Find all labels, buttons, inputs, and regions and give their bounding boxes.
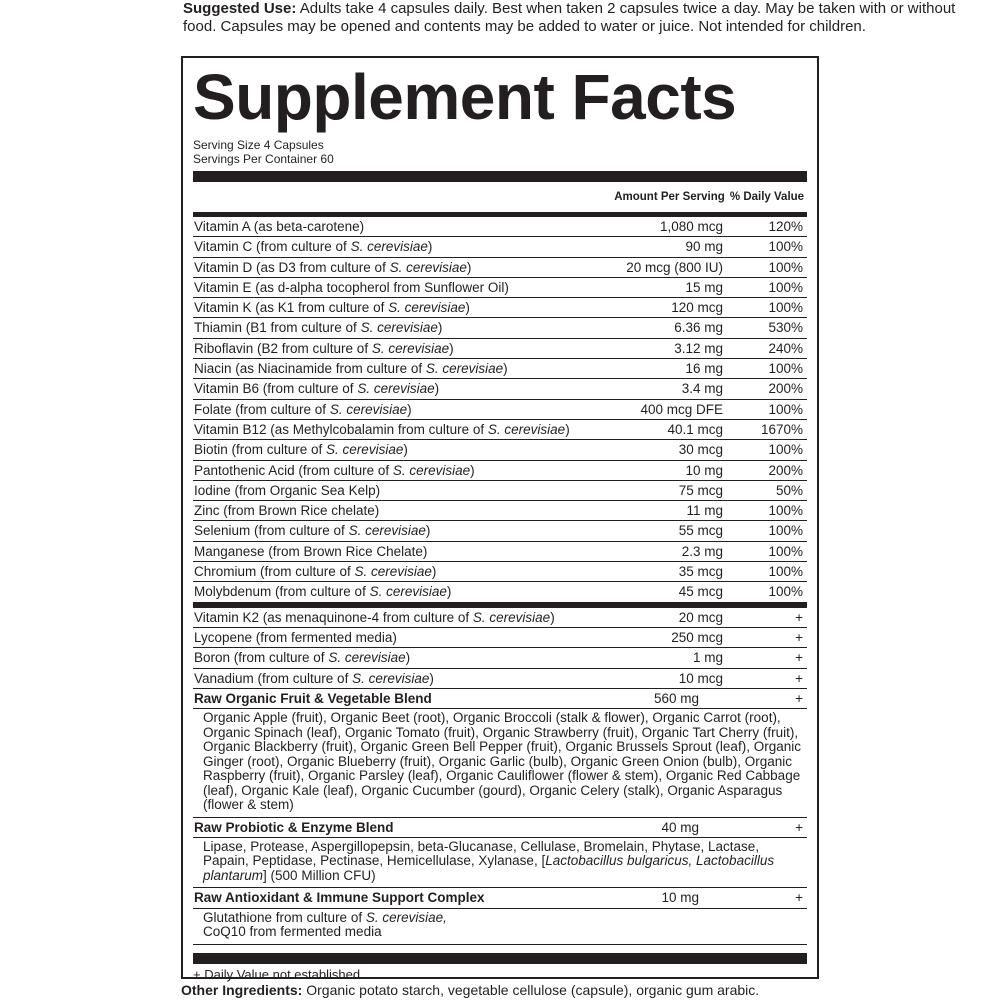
nutrient-amount: 400 mcg DFE xyxy=(640,401,723,417)
nutrient-name-text: Vitamin A (as beta-carotene) xyxy=(194,219,365,234)
nutrient-name-tail: ) xyxy=(403,442,408,458)
nutrient-name xyxy=(193,461,601,480)
nutrient-amount: 20 mcg xyxy=(678,609,723,625)
nutrient-name-tail: ) xyxy=(405,650,411,666)
nutrient-amount: 2.3 mg xyxy=(681,543,723,559)
blend-ingredients xyxy=(193,838,807,889)
nutrient-daily-value: 100% xyxy=(768,361,803,377)
nutrient-amount: 75 mcg xyxy=(678,482,723,498)
nutrient-name-tail: ) xyxy=(446,584,452,600)
nutrient-name-tail: ) xyxy=(466,259,472,275)
nutrient-amount: 10 mcg xyxy=(678,670,723,686)
nutrient-name-text: Selenium (from culture of xyxy=(194,523,349,539)
nutrient-daily-value: 200% xyxy=(768,462,803,478)
nutrient-daily-value: 100% xyxy=(768,442,803,458)
serving-size: Serving Size 4 Capsules xyxy=(193,138,324,152)
nutrient-name-text: Vitamin K (as K1 from culture of xyxy=(194,300,389,316)
blend-row xyxy=(193,888,807,908)
nutrient-name-text: Vitamin K2 (as menaquinone-4 from culture of xyxy=(194,609,473,625)
nutrient-name-tail: ) xyxy=(465,300,470,316)
nutrient-name xyxy=(193,608,601,627)
thick-divider xyxy=(193,171,807,182)
footnote: + Daily Value not established. xyxy=(193,966,364,982)
nutrient-name-tail: ) xyxy=(429,670,434,686)
nutrient-name xyxy=(193,542,601,561)
nutrient-species: S. cerevisiae xyxy=(352,670,430,686)
nutrient-name-text: Molybdenum (from culture of xyxy=(194,584,370,600)
blend-ingredient-text: Organic Apple (fruit), Organic Beet (root), Organic Broccoli (stalk & flower), Organic Carrot (root), Organic Spinach (leaf), Organic Tomato (fruit), Organic Strawberry (fruit), Organic Tart Cherry (fruit), Organic Blackberry (fruit), Organic Green Bell Pepper (fruit), Organic Brussels Sprout (leaf), Organic Ginger (root), Organic Blueberry (fruit), Organic Garlic (bulb), Organic Green Onion (bulb), Organic Raspberry (fruit), Organic Parsley (leaf), Organic Cauliflower (flower & stem), Organic Red Cabbage (leaf), Organic Kale (leaf), Organic Cucumber (gourd), Organic Celery (stalk), Organic Asparagus (flower & stem) xyxy=(203,710,801,813)
other-ingredients-label: Other Ingredients: xyxy=(181,982,303,998)
nutrient-name-text: Vanadium (from culture of xyxy=(194,670,353,686)
nutrient-daily-value: 50% xyxy=(775,482,803,498)
nutrient-name-text: Biotin (from culture of xyxy=(194,442,327,458)
blend-ingredient-text: CoQ10 from fermented media xyxy=(203,924,382,940)
nutrient-daily-value: 100% xyxy=(768,523,803,539)
nutrient-species: S. cerevisiae xyxy=(326,442,404,458)
nutrient-name xyxy=(193,217,601,236)
nutrient-row xyxy=(193,669,807,689)
nutrient-name xyxy=(193,359,601,378)
blend-ingredients xyxy=(193,909,807,945)
nutrient-species: S. cerevisiae xyxy=(357,381,435,397)
nutrient-name xyxy=(193,521,601,540)
nutrient-species: S. cerevisiae xyxy=(425,361,504,377)
nutrient-amount: 35 mcg xyxy=(678,564,723,580)
blend-row xyxy=(193,818,807,838)
nutrient-row xyxy=(193,318,807,338)
nutrient-amount: 1 mg xyxy=(692,650,723,666)
nutrient-name xyxy=(193,562,601,581)
nutrient-amount: 250 mcg xyxy=(671,629,723,645)
nutrient-name-text: Vitamin B6 (from culture of xyxy=(194,381,358,397)
nutrient-species: S. cerevisiae xyxy=(487,421,566,437)
nutrient-amount: 20 mcg (800 IU) xyxy=(626,259,723,275)
nutrient-name xyxy=(193,339,601,358)
blend-ingredient-text: Lactobacillus bulgaricus, Lactobacillus plantarum xyxy=(203,853,775,883)
nutrient-row xyxy=(193,481,807,501)
nutrient-row xyxy=(193,501,807,521)
nutrient-name-tail: ) xyxy=(437,320,443,336)
panel-title: Supplement Facts xyxy=(193,61,737,133)
nutrient-species: S. cerevisiae xyxy=(392,462,471,478)
blend-daily-value: + xyxy=(795,819,803,835)
nutrient-daily-value: 100% xyxy=(768,401,803,417)
suggested-use-text: Adults take 4 capsules daily. Best when taken 2 capsules twice a day. May be taken with or without food. Capsules may be opened and contents may be added to water or juice. Not intended for children. xyxy=(183,0,956,35)
nutrient-name-text: Riboflavin (B2 from culture of xyxy=(194,340,372,356)
nutrient-name-text: Zinc (from Brown Rice chelate) xyxy=(194,503,380,519)
nutrient-name-text: Thiamin (B1 from culture of xyxy=(194,320,361,336)
nutrient-name-text: Chromium (from culture of xyxy=(194,564,355,580)
blend-row xyxy=(193,689,807,709)
nutrient-daily-value: + xyxy=(795,650,803,666)
nutrient-daily-value: 100% xyxy=(768,300,803,316)
nutrient-species: S. cerevisiae xyxy=(329,401,408,417)
suggested-use xyxy=(183,0,983,36)
nutrient-name xyxy=(193,237,601,256)
blend-amount: 560 mg xyxy=(653,690,699,706)
other-ingredients xyxy=(181,982,759,998)
nutrient-row xyxy=(193,628,807,648)
nutrient-name-text: Lycopene (from fermented media) xyxy=(194,629,397,645)
blend-name: Raw Probiotic & Enzyme Blend xyxy=(194,819,394,835)
blend-name: Raw Organic Fruit & Vegetable Blend xyxy=(194,690,432,706)
nutrient-daily-value: + xyxy=(795,629,803,645)
nutrient-name-tail: ) xyxy=(427,239,433,255)
nutrient-daily-value: + xyxy=(795,609,803,625)
nutrient-name-text: Pantothenic Acid (from culture of xyxy=(194,462,393,478)
nutrient-name-tail: ) xyxy=(431,564,437,580)
nutrient-row xyxy=(193,379,807,399)
nutrient-name xyxy=(193,379,601,398)
column-header xyxy=(193,182,807,212)
nutrient-amount: 16 mg xyxy=(685,361,723,377)
blend-ingredient-text: ] (500 Million CFU) xyxy=(263,867,376,883)
other-ingredients-text: Organic potato starch, vegetable cellulose (capsule), organic gum arabic. xyxy=(302,982,760,998)
nutrient-row xyxy=(193,237,807,257)
nutrient-daily-value: 200% xyxy=(768,381,803,397)
nutrient-name xyxy=(193,481,601,500)
nutrient-name xyxy=(193,278,601,297)
blend-name: Raw Antioxidant & Immune Support Complex xyxy=(194,890,485,906)
nutrient-name xyxy=(193,440,601,459)
nutrient-name-text: Vitamin E (as d-alpha tocopherol from Sunflower Oil) xyxy=(194,279,509,295)
nutrient-species: S. cerevisiae xyxy=(348,523,426,539)
blend-list xyxy=(193,689,807,945)
nutrient-row xyxy=(193,440,807,460)
nutrient-row xyxy=(193,298,807,318)
nutrient-daily-value: 240% xyxy=(768,340,803,356)
vitamin-list xyxy=(193,217,807,603)
nutrient-name-tail: ) xyxy=(503,361,508,377)
header-daily-value: % Daily Value xyxy=(729,190,805,203)
nutrient-daily-value: 100% xyxy=(768,584,803,600)
nutrient-daily-value: 1670% xyxy=(760,421,803,437)
nutrient-amount: 3.4 mg xyxy=(681,381,723,397)
nutrient-row xyxy=(193,608,807,628)
nutrient-row xyxy=(193,278,807,298)
nutrient-row xyxy=(193,400,807,420)
nutrient-species: S. cerevisiae xyxy=(371,340,450,356)
nutrient-species: S. cerevisiae xyxy=(350,239,428,255)
nutrient-name-text: Vitamin B12 (as Methylcobalamin from culture of xyxy=(194,421,488,437)
nutrient-amount: 40.1 mcg xyxy=(667,421,723,437)
nutrient-species: S. cerevisiae xyxy=(369,584,447,600)
nutrient-name-tail: ) xyxy=(550,609,555,625)
nutrient-name xyxy=(193,318,601,337)
nutrient-name-text: Iodine (from Organic Sea Kelp) xyxy=(194,482,381,498)
nutrient-daily-value: 120% xyxy=(768,219,803,234)
nutrient-amount: 1,080 mcg xyxy=(659,219,723,234)
nutrient-name-text: Vitamin C (from culture of xyxy=(194,239,351,255)
nutrient-amount: 90 mg xyxy=(685,239,723,255)
nutrient-name-text: Niacin (as Niacinamide from culture of xyxy=(194,361,426,377)
nutrient-row xyxy=(193,258,807,278)
nutrient-row xyxy=(193,420,807,440)
blend-daily-value: + xyxy=(795,690,803,706)
nutrient-row xyxy=(193,461,807,481)
blend-amount: 40 mg xyxy=(661,819,699,835)
nutrient-amount: 45 mcg xyxy=(678,584,723,600)
nutrient-row xyxy=(193,359,807,379)
nutrient-amount: 30 mcg xyxy=(678,442,723,458)
supplement-facts-panel xyxy=(181,56,819,982)
nutrient-name-tail: ) xyxy=(565,421,570,437)
nutrient-daily-value: 100% xyxy=(768,259,803,275)
nutrient-name-tail: ) xyxy=(407,401,412,417)
nutrient-daily-value: 100% xyxy=(768,543,803,559)
blend-ingredient-text: Lipase, Protease, Aspergillopepsin, beta-Glucanase, Cellulase, Bromelain, Phytase, Lactase, Papain, Peptidase, Pectinase, Hemicellulase, Xylanase, [ xyxy=(203,838,760,869)
nutrient-species: S. cerevisiae xyxy=(360,320,438,336)
nutrient-amount: 10 mg xyxy=(685,462,723,478)
nutrient-row xyxy=(193,648,807,668)
nutrient-name-tail: ) xyxy=(470,462,475,478)
nutrient-species: S. cerevisiae xyxy=(389,259,467,275)
nutrient-amount: 15 mg xyxy=(685,279,723,295)
blend-ingredient-text: S. cerevisiae, xyxy=(365,909,447,925)
nutrient-species: S. cerevisiae xyxy=(472,609,551,625)
suggested-use-label: Suggested Use: xyxy=(183,0,297,17)
nutrient-amount: 55 mcg xyxy=(678,523,723,539)
nutrient-amount: 6.36 mg xyxy=(674,320,723,336)
nutrient-daily-value: 100% xyxy=(768,564,803,580)
nutrient-name xyxy=(193,669,601,688)
other-nutrient-list xyxy=(193,608,807,689)
nutrient-name-tail: ) xyxy=(425,523,431,539)
servings-per-container: Servings Per Container 60 xyxy=(193,152,334,166)
nutrient-amount: 3.12 mg xyxy=(674,340,723,356)
nutrient-name-text: Manganese (from Brown Rice Chelate) xyxy=(194,543,428,559)
nutrient-daily-value: 530% xyxy=(768,320,803,336)
nutrient-row xyxy=(193,521,807,541)
nutrient-name xyxy=(193,420,601,439)
nutrient-name xyxy=(193,400,601,419)
nutrient-daily-value: 100% xyxy=(768,503,803,519)
nutrient-name-tail: ) xyxy=(434,381,440,397)
nutrient-name-text: Vitamin D (as D3 from culture of xyxy=(194,259,390,275)
blend-ingredient-text: Glutathione from culture of xyxy=(203,909,366,925)
thick-divider-bottom xyxy=(193,953,807,964)
blend-ingredients xyxy=(193,709,807,818)
nutrient-name xyxy=(193,648,601,667)
nutrient-row xyxy=(193,562,807,582)
nutrient-name xyxy=(193,258,601,277)
nutrient-name xyxy=(193,501,601,520)
nutrient-name-text: Boron (from culture of xyxy=(194,650,329,666)
nutrient-name xyxy=(193,628,601,647)
serving-info xyxy=(193,138,807,166)
nutrient-name xyxy=(193,582,601,601)
nutrient-name-tail: ) xyxy=(449,340,454,356)
nutrient-daily-value: 100% xyxy=(768,239,803,255)
blend-amount: 10 mg xyxy=(661,890,699,906)
header-amount: Amount Per Serving xyxy=(614,190,725,203)
nutrient-amount: 120 mcg xyxy=(671,300,723,316)
nutrient-row xyxy=(193,217,807,237)
nutrient-daily-value: 100% xyxy=(768,279,803,295)
nutrient-row xyxy=(193,582,807,602)
nutrient-row xyxy=(193,339,807,359)
nutrient-row xyxy=(193,542,807,562)
nutrient-amount: 11 mg xyxy=(686,503,723,519)
nutrient-daily-value: + xyxy=(795,670,803,686)
nutrient-name-text: Folate (from culture of xyxy=(194,401,330,417)
nutrient-species: S. cerevisiae xyxy=(388,300,466,316)
nutrient-species: S. cerevisiae xyxy=(328,650,406,666)
nutrient-species: S. cerevisiae xyxy=(354,564,432,580)
nutrient-name xyxy=(193,298,601,317)
blend-daily-value: + xyxy=(795,890,803,906)
